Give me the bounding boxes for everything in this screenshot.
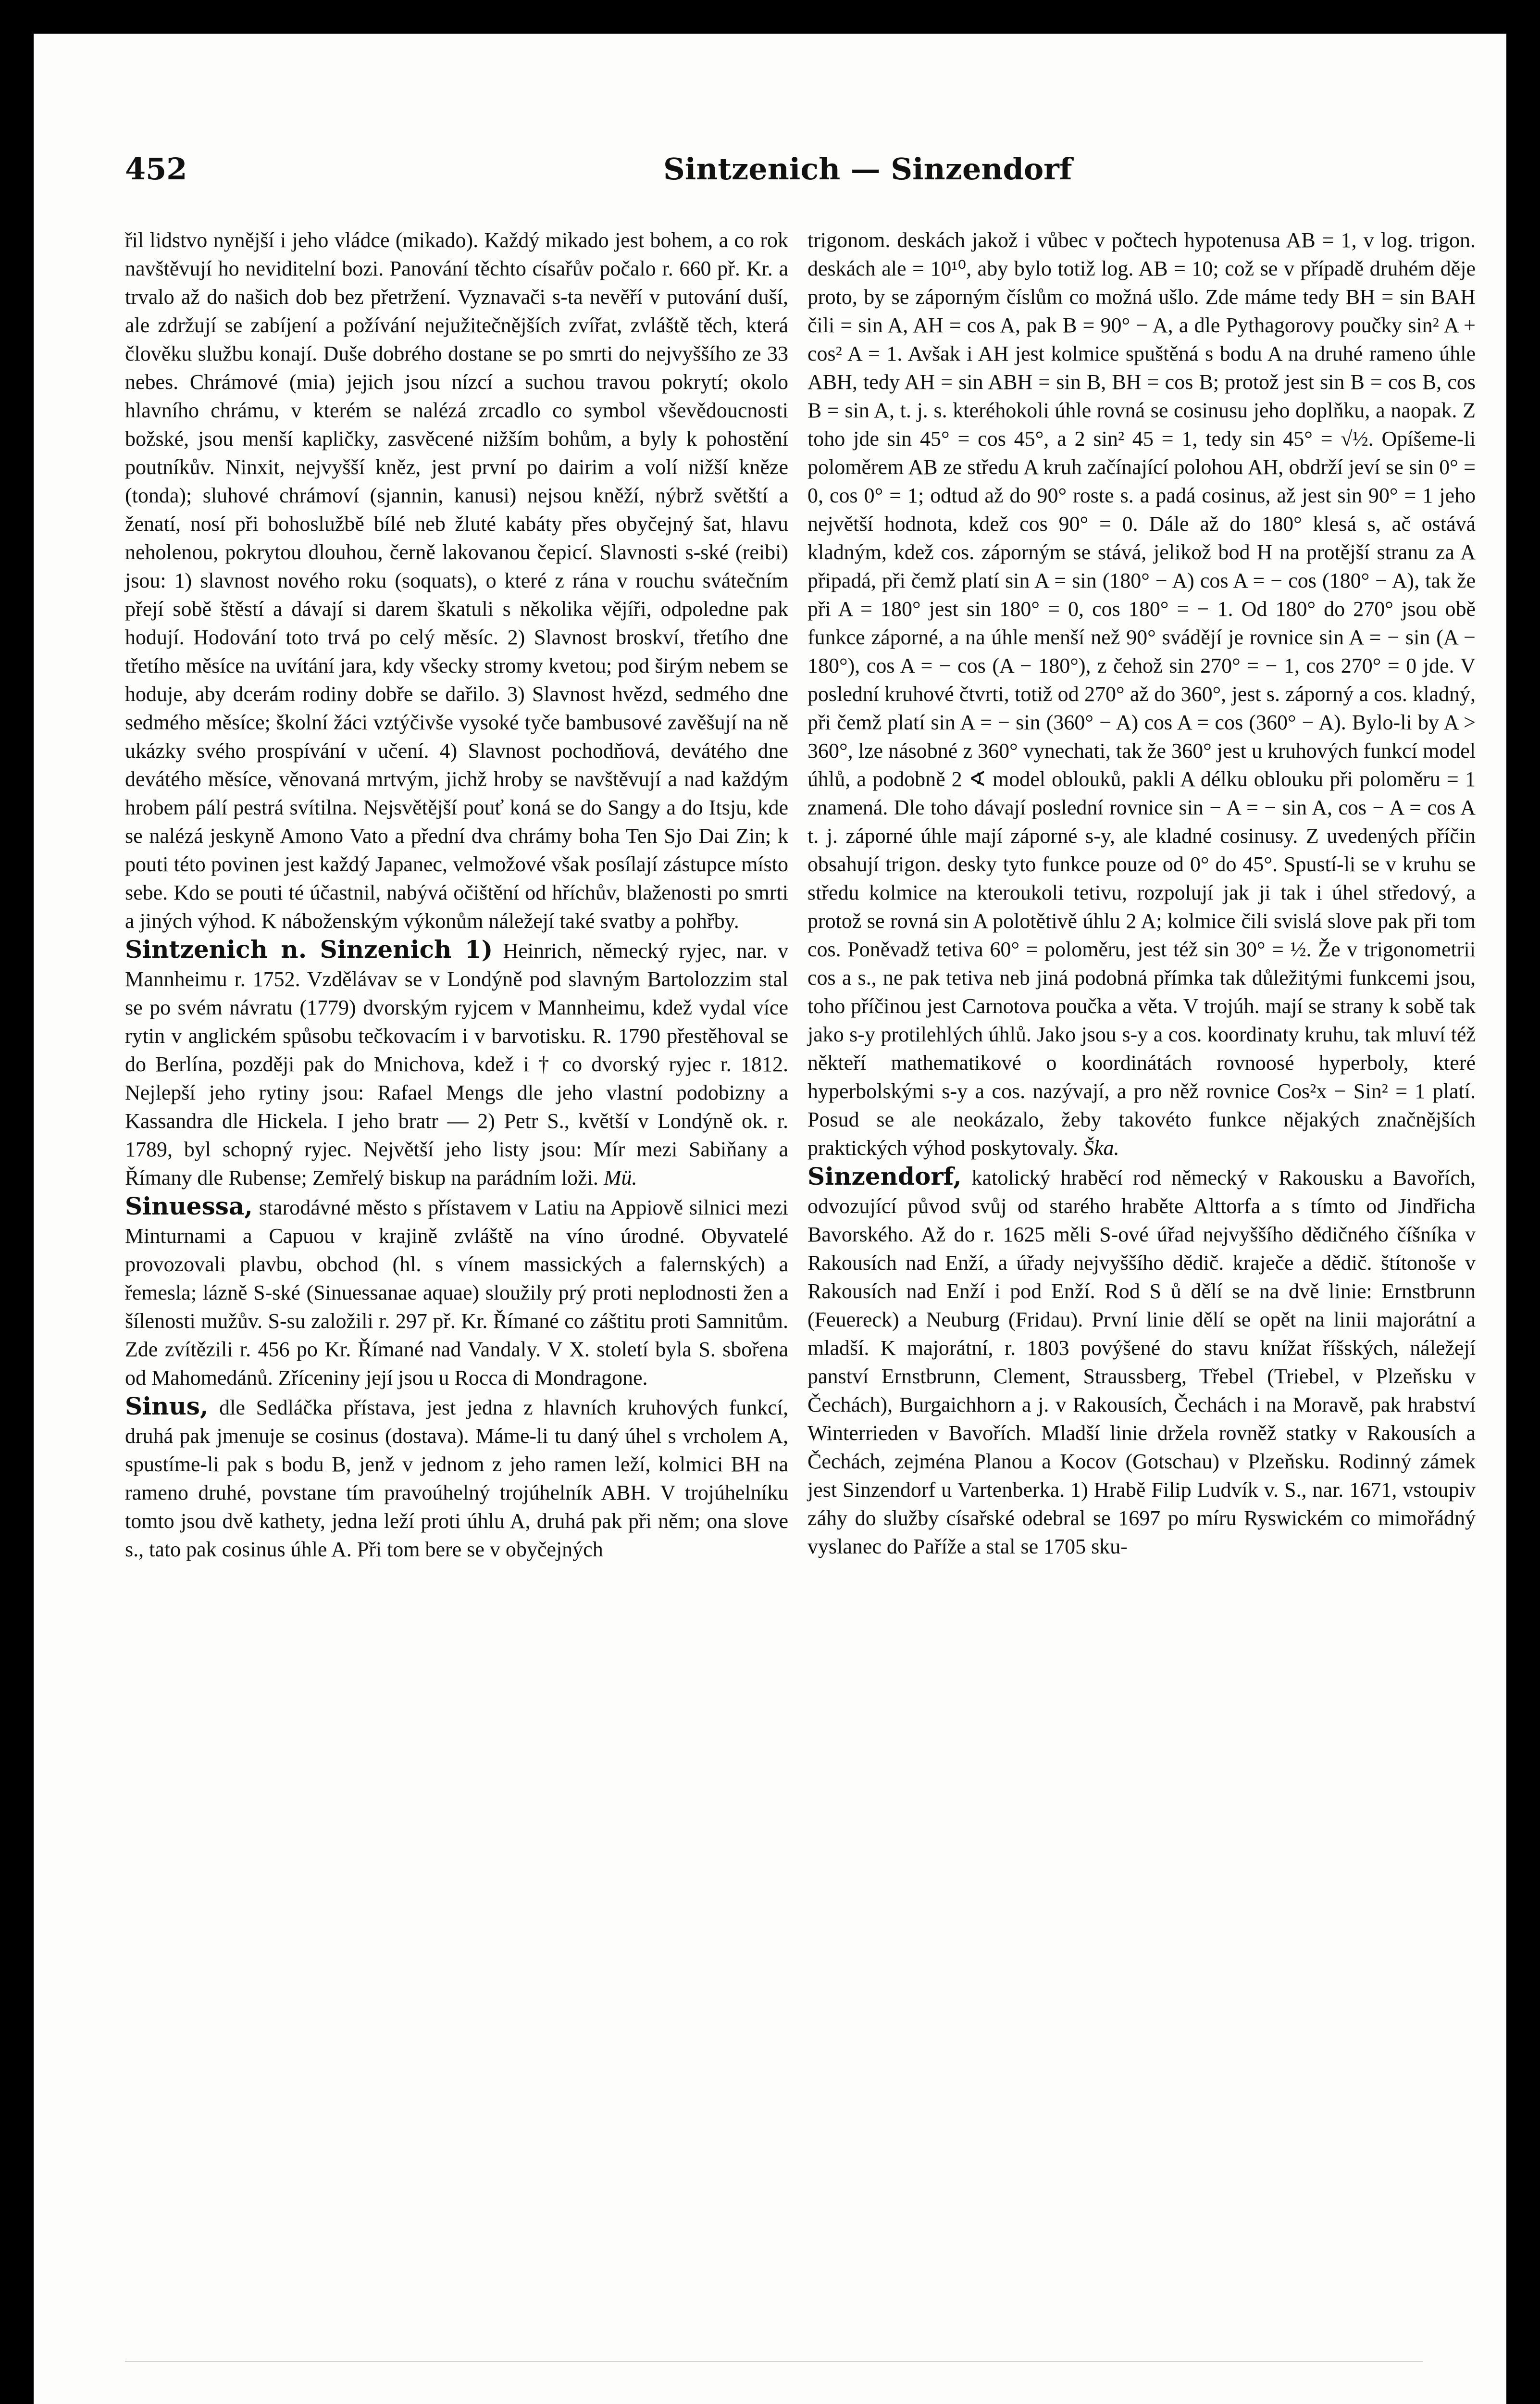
headword-sinuessa: Sinuessa, xyxy=(125,1192,253,1220)
right-column xyxy=(807,226,1476,1561)
bottom-margin-shadow xyxy=(125,2361,1423,2362)
entry-sinus-continued xyxy=(807,226,1476,1162)
entry-sinus xyxy=(125,1392,788,1564)
entry-sinuessa xyxy=(125,1192,788,1392)
shinto-article-continued: řil lidstvo nynější i jeho vládce (mikado). Každý mikado jest bohem, a co rok navštěvují ho neviditelní bozi. Panování těchto císařův počalo r. 660 př. Kr. a trvalo až do našich dob bez přetržení. Vyznavači s-ta nevěří v putování duší, ale zdržují se zabíjení a požívání nejužitečnějších zvířat, zvláště těch, která člověku službu konají. Duše dobrého dostane se po smrti do nejvyššího ze 33 nebes. Chrámové (mia) jejich jsou nízcí a suchou travou pokrytí; okolo hlavního chrámu, v kterém se nalézá zrcadlo co symbol vševědoucnosti božské, jsou menší kapličky, zasvěcené nižším bohům, a byly k pohostění poutníkův. Ninxit, nejvyšší kněz, jest první po dairim a volí nižší kněze (tonda); sluhové chrámoví (sjannin, kanusi) nejsou kněží, nýbrž světští a ženatí, nosí při bohoslužbě bílé neb žluté kabáty přes obyčejný šat, hlavu neholenou, pokrytou dlouhou, černě lakovanou čepicí. Slavnosti s-ské (reibi) jsou: 1) slavnost nového roku (soquats), o které z rána v rouchu svátečním přejí sobě štěstí a dávají si darem škatuli s několika vějíři, odpoledne pak hodují. Hodování toto trvá po celý měsíc. 2) Slavnost broskví, třetího dne třetího měsíce na uvítání jara, kdy všecky stromy kvetou; pod širým nebem se hoduje, aby dcerám rodiny dobře se dařilo. 3) Slavnost hvězd, sedmého dne sedmého měsíce; školní žáci vztýčivše vysoké tyče bambusové zavěšují na ně ukázky svého prospívání v učení. 4) Slavnost pochodňová, devátého dne devátého měsíce, věnovaná mrtvým, jichž hroby se navštěvují a nad každým hrobem pálí pestrá svítilna. Nejsvětější pouť koná se do Sangy a do Itsju, kde se nalézá jeskyně Amono Vato a přední dva chrámy boha Ten Sjo Dai Zin; k pouti této povinen jest každý Japanec, velmožové však posílají zástupce místo sebe. Kdo se pouti té účastnil, nabývá očištění od hříchův, blaženosti po smrti a jiných výhod. K náboženským výkonům náležejí také svatby a pohřby. xyxy=(125,228,788,933)
headword-sinzendorf: Sinzendorf, xyxy=(807,1162,962,1190)
entry-sinus-signature: Ška. xyxy=(1083,1136,1119,1160)
entry-sintzenich-text: Heinrich, německý ryjec, nar. v Mannheimu r. 1752. Vzdělávav se v Londýně pod slavným Bartolozzim stal se po svém návratu (1779) dvorským ryjcem v Mannheimu, kdež vydal více rytin v anglickém spůsobu tečkovacím i v barvotisku. R. 1790 přestěhoval se do Berlína, později pak do Mnichova, kdež i † co dvorský ryjec r. 1812. Nejlepší jeho rytiny jsou: Rafael Mengs dle jeho vlastní podobizny a Kassandra dle Hickela. I jeho bratr — 2) Petr S., květší v Londýně ok. r. 1789, byl schopný ryjec. Největší jeho listy jsou: Mír mezi Sabiňany a Římany dle Rubense; Zemřelý biskup na parádním loži. xyxy=(125,939,789,1189)
document-page xyxy=(34,34,1506,2404)
running-head xyxy=(125,151,1423,190)
entry-sinuessa-text: starodávné město s přístavem v Latiu na Appiově silnici mezi Minturnami a Capuou v krajině zvláště na víno úrodné. Obyvatelé provozovali plavbu, obchod (hl. s vínem massických a falernských) a řemesla; lázně S-ské (Sinuessanae aquae) sloužily prý proti neplodnosti žen a šílenosti mužův. S-su založili r. 297 př. Kr. Římané co záštitu proti Samnitům. Zde zvítězili r. 456 po Kr. Římané nad Vandaly. V X. století byla S. sbořena od Mahomedánů. Zříceniny její jsou u Rocca di Mondragone. xyxy=(125,1196,789,1390)
page-header-title: Sintzenich — Sinzendorf xyxy=(663,151,1072,187)
entry-sintzenich-signature: Mü. xyxy=(603,1166,637,1189)
page-number: 452 xyxy=(125,151,187,187)
entry-sintzenich xyxy=(125,935,788,1192)
entry-sinzendorf xyxy=(807,1162,1476,1561)
entry-sinus-continued-text: trigonom. deskách jakož i vůbec v počtech hypotenusa AB = 1, v log. trigon. deskách ale = 10¹⁰, aby bylo totiž log. AB = 10; což se v případě druhém děje proto, by se záporným číslům co možná ušlo. Zde máme tedy BH = sin BAH čili = sin A, AH = cos A, pak B = 90° − A, a dle Pythagorovy poučky sin² A + cos² A = 1. Avšak i AH jest kolmice spuštěná s bodu A na druhé rameno úhle ABH, tedy AH = sin ABH = sin B, BH = cos B; protož jest sin B = cos B, cos B = sin A, t. j. s. kteréhokoli úhle rovná se cosinusu jeho doplňku, a naopak. Z toho jde sin 45° = cos 45°, a 2 sin² 45 = 1, tedy sin 45° = √½. Opíšeme-li poloměrem AB ze středu A kruh začínající polohou AH, obdrží jeví se sin 0° = 0, cos 0° = 1; odtud až do 90° roste s. a padá cosinus, až jest sin 90° = 1 jeho největší hodnota, kdež cos 90° = 0. Dále až do 180° klesá s, ač ostává kladným, kdež cos. záporným se stává, jelikož bod H na protější stranu za A připadá, při čemž platí sin A = sin (180° − A) cos A = − cos (180° − A), tak že při A = 180° jest sin 180° = 0, cos 180° = − 1. Od 180° do 270° jsou obě funkce záporné, a na úhle menší než 90° svádějí je rovnice sin A = − sin (A − 180°), cos A = − cos (A − 180°), z čehož sin 270° = − 1, cos 270° = 0 jde. V poslední kruhové čtvrti, totiž od 270° až do 360°, jest s. záporný a cos. kladný, při čemž platí sin A = − sin (360° − A) cos A = cos (360° − A). Bylo-li by A > 360°, lze násobné z 360° vynechati, tak že 360° jest u kruhových funkcí model úhlů, a podobně 2 ∢ model oblouků, pakli A délku oblouku při poloměru = 1 znamená. Dle toho dávají poslední rovnice sin − A = − sin A, cos − A = cos A t. j. záporné úhle mají záporné s-y, ale kladné cosinusy. Z uvedených příčin obsahují trigon. desky tyto funkce pouze od 0° do 45°. Spustí-li se v kruhu se středu kolmice na kteroukoli tetivu, rozpolují jak ji tak i úhel středový, a protož se rovná sin A polotětivě úhlu 2 A; kolmice čili svislá slove pak při tom cos. Poněvadž tetiva 60° = poloměru, jest též sin 30° = ½. Že v trigonometrii cos a s., ne pak tetiva neb jiná podobná přímka tak důležitými funkcemi jsou, toho příčinou jest Carnotova poučka a věta. V trojúh. mají se strany k sobě tak jako s-y protilehlých úhlů. Jako jsou s-y a cos. koordinaty kruhu, tak mluví též někteří mathematikové o koordinátách rovnoosé hyperboly, které hyperbolskými s-y a cos. nazývají, a pro něž rovnice Cos²x − Sin² = 1 platí. Posud se ale neokázalo, žeby takovéto funkce nějakých značnějších praktických výhod poskytovaly. xyxy=(807,228,1476,1160)
headword-sinus: Sinus, xyxy=(125,1392,209,1420)
left-column xyxy=(125,226,788,1564)
headword-sintzenich: Sintzenich n. Sinzenich 1) xyxy=(125,935,493,964)
entry-sinzendorf-text: katolický hraběcí rod německý v Rakousku a Bavořích, odvozující původ svůj od starého hraběte Alttorfa a s tímto od Jindřicha Bavorského. Až do r. 1625 měli S-ové úřad nejvyššího dědičného číšníka v Rakousích nad Enží, a úřady nejvyššího dědič. kraječe a dědič. štítonoše v Rakousích nad Enží i pod Enží. Rod S ů dělí se na dvě linie: Ernstbrunn (Feuereck) a Neuburg (Fridau). První linie dělí se opět na linii majorátní a mladší. K majorátní, r. 1803 povýšené do stavu knížat říšských, náležejí panství Ernstbrunn, Clement, Straussberg, Třebel (Triebel, v Plzeňsku v Čechách), Burgaichhorn a j. v Rakousích, Čechách i na Moravě, pak hrabství Winterrieden v Bavořích. Mladší linie držela rovněž statky v Rakousích a Čechách, zejména Planou a Kocov (Gotschau) v Plzeňsku. Rodinný zámek jest Sinzendorf u Vartenberka. 1) Hrabě Filip Ludvík v. S., nar. 1671, vstoupiv záhy do služby císařské odebral se 1697 po míru Ryswickém co mimořádný vyslanec do Paříže a stal se 1705 sku- xyxy=(807,1166,1476,1558)
entry-sinus-text: dle Sedláčka přístava, jest jedna z hlavních kruhových funkcí, druhá pak jmenuje se cosinus (dostava). Máme-li tu daný úhel s vrcholem A, spustíme-li pak s bodu B, jenž v jednom z jeho ramen leží, kolmici BH na rameno druhé, povstane tím pravoúhelný trojúhelník ABH. V trojúhelníku tomto jsou dvě kathety, jedna leží proti úhlu A, druhá pak při něm; ona slove s., tato pak cosinus úhle A. Při tom bere se v obyčejných xyxy=(125,1396,789,1561)
